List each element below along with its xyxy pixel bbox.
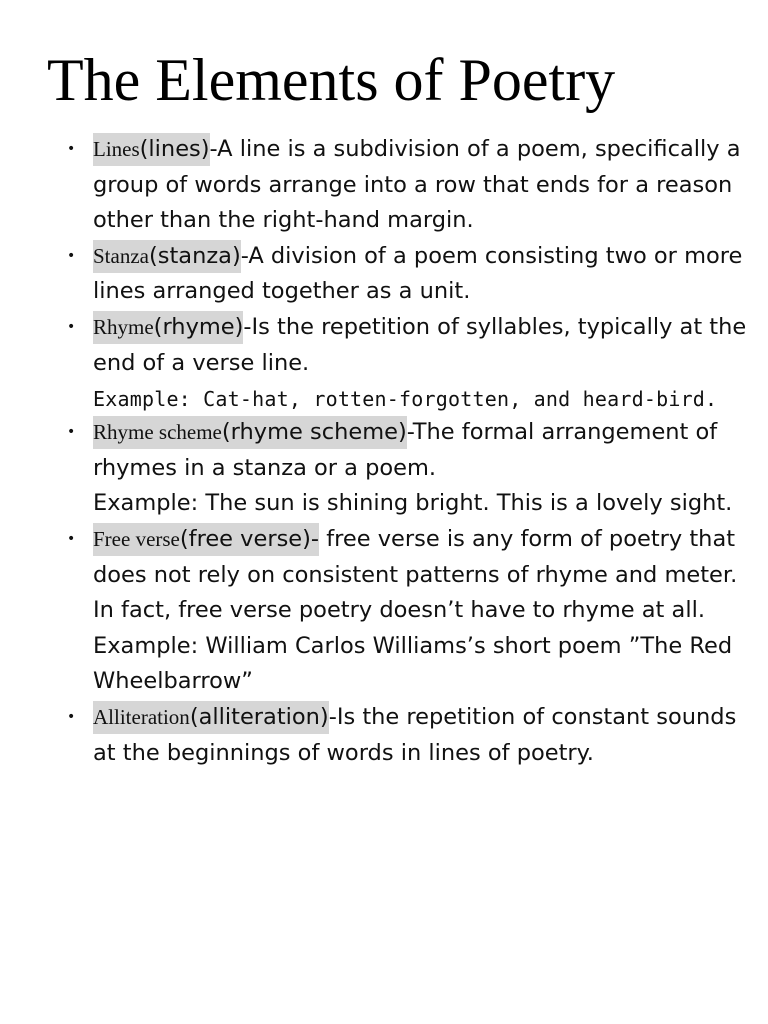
list-item-free-verse xyxy=(67,522,753,700)
list-item-rhyme xyxy=(67,310,753,415)
term-highlight xyxy=(93,701,329,734)
term-highlight xyxy=(93,240,241,273)
term-label: Rhyme xyxy=(93,314,154,339)
term-definition: -Is the repetition of constant sounds at the beginnings of words in lines of poetry. xyxy=(93,703,737,766)
term-label: Alliteration xyxy=(93,704,190,729)
term-highlight xyxy=(93,311,243,344)
bullet-icon: • xyxy=(67,141,76,157)
term-label: Stanza xyxy=(93,243,149,268)
term-definition: -Is the repetition of syllables, typically at the end of a verse line. xyxy=(93,313,747,376)
list-item-alliteration xyxy=(67,700,753,771)
term-definition: free verse is any form of poetry that does not rely on consistent patterns of rhyme and meter. In fact, free verse poetry doesn’t have to rhyme at all. xyxy=(93,525,738,624)
term-paren-label: (free verse)- xyxy=(179,525,320,552)
page-title: The Elements of Poetry xyxy=(47,47,616,113)
bullet-icon: • xyxy=(67,530,76,547)
bullet-icon: • xyxy=(67,318,76,335)
term-highlight xyxy=(93,133,210,166)
term-definition: -A line is a subdivision of a poem, specifically a group of words arrange into a row that ends for a reason other than the right-hand margin. xyxy=(93,136,741,234)
list-item-rhyme-scheme xyxy=(67,415,753,522)
list-item-stanza xyxy=(67,239,753,310)
term-example: Example: William Carlos Williams’s short poem ”The Red Wheelbarrow” xyxy=(93,632,733,695)
term-definition: -A division of a poem consisting two or more lines arranged together as a unit. xyxy=(93,242,743,305)
term-definition: -The formal arrangement of rhymes in a stanza or a poem. xyxy=(93,419,718,481)
term-label: Free verse xyxy=(93,526,180,551)
bullet-icon: • xyxy=(67,708,76,725)
term-paren-label: (rhyme scheme) xyxy=(221,419,407,446)
term-highlight xyxy=(93,416,407,449)
term-paren-label: (alliteration) xyxy=(189,703,329,730)
term-label: Rhyme scheme xyxy=(93,420,222,445)
term-paren-label: (lines) xyxy=(139,136,210,162)
term-example: Example: Cat-hat, rotten-forgotten, and heard-bird. xyxy=(93,387,718,412)
term-label: Lines xyxy=(93,137,140,161)
bullet-icon: • xyxy=(67,424,76,441)
list-item-lines xyxy=(67,132,753,239)
term-example: Example: The sun is shining bright. This is a lovely sight. xyxy=(93,490,733,517)
term-highlight xyxy=(93,523,319,556)
elements-list xyxy=(67,132,753,771)
term-paren-label: (rhyme) xyxy=(153,313,244,340)
term-paren-label: (stanza) xyxy=(148,242,241,269)
bullet-icon: • xyxy=(67,247,76,264)
